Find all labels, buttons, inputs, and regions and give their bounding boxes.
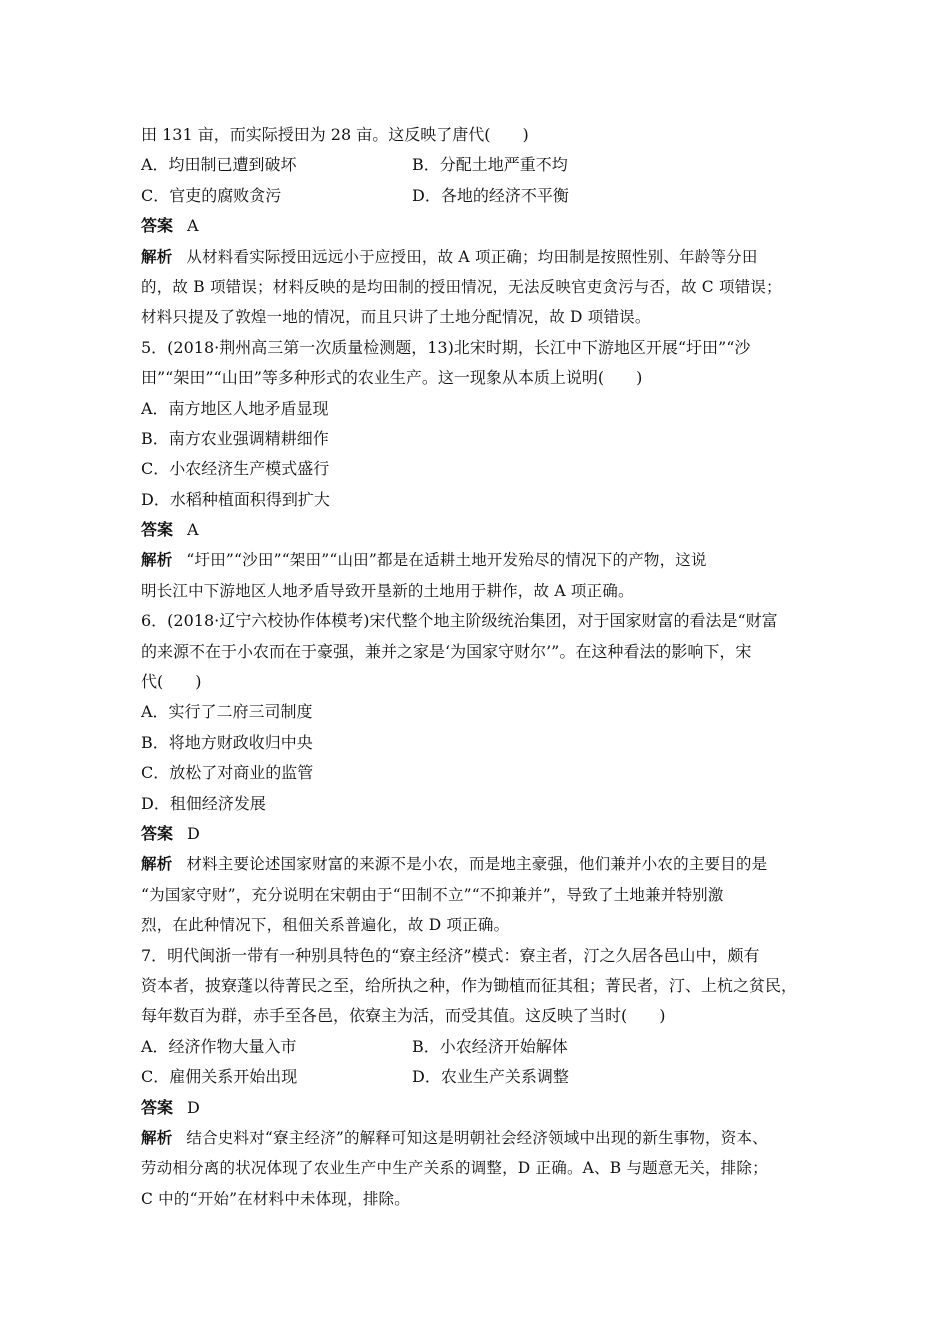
answer-value: D xyxy=(187,1097,200,1117)
answer-value: A xyxy=(187,520,199,540)
q5-option-d: D．水稻种植面积得到扩大 xyxy=(141,489,330,509)
q6-stem-line-2: 的来源不在于小农而在于豪强，兼并之家是‘为国家守财尔’”。在这种看法的影响下，宋 xyxy=(141,641,752,661)
q6-option-c: C．放松了对商业的监管 xyxy=(141,763,314,783)
q5-stem-line-2: 田”“架田”“山田”等多种形式的农业生产。这一现象从本质上说明( ) xyxy=(141,368,643,388)
q4-answer xyxy=(141,211,821,241)
document-page xyxy=(141,120,821,1214)
answer-value: D xyxy=(187,823,200,843)
q6-stem-line-3: 代( ) xyxy=(141,672,202,692)
q7-stem-line-3: 每年数百为群，赤手至各邑，依寮主为活，而受其值。这反映了当时( ) xyxy=(141,1006,666,1026)
explanation-label: 解析 xyxy=(141,854,173,874)
q6-option-a: A．实行了二府三司制度 xyxy=(141,702,313,722)
q4-explanation-line-3: 材料只提及了敦煌一地的情况，而且只讲了土地分配情况，故 D 项错误。 xyxy=(141,308,651,327)
q7-answer xyxy=(141,1093,821,1123)
q7-explanation-line-2: 劳动相分离的状况体现了农业生产中生产关系的调整，D 正确。A、B 与题意无关，排除； xyxy=(141,1159,768,1178)
q7-stem-line-1: 7．明代闽浙一带有一种别具特色的“寮主经济”模式：寮主者，汀之久居各邑山中，颇有 xyxy=(141,945,760,965)
answer-value: A xyxy=(187,216,199,236)
q4-options-row-1 xyxy=(141,150,821,180)
q7-option-a: A．经济作物大量入市 xyxy=(141,1036,297,1056)
explanation-label: 解析 xyxy=(141,246,173,266)
q4-explanation-line-2: 的，故 B 项错误；材料反映的是均田制的授田情况，无法反映官吏贪污与否，故 C 项错误； xyxy=(141,277,782,296)
q4-options-row-2 xyxy=(141,181,821,211)
q7-option-d: D．农业生产关系调整 xyxy=(412,1067,569,1087)
q6-explanation-line-3: 烈，在此种情况下，租佃关系普遍化，故 D 项正确。 xyxy=(141,916,510,935)
q7-stem-line-2: 资本者，披寮蓬以待菁民之至，给所执之种，作为锄植而征其租；菁民者，汀、上杭之贫民， xyxy=(141,975,798,995)
q6-explanation-line-1 xyxy=(141,849,821,879)
q7-option-c: C．雇佣关系开始出现 xyxy=(141,1067,298,1087)
explanation-text: “圩田”“沙田”“架田”“山田”都是在适耕土地开发殆尽的情况下的产物，这说 xyxy=(186,551,707,570)
q7-option-b: B．小农经济开始解体 xyxy=(412,1036,568,1056)
explanation-text: 材料主要论述国家财富的来源不是小农，而是地主豪强，他们兼并小农的主要目的是 xyxy=(186,855,768,874)
explanation-label: 解析 xyxy=(141,550,173,570)
answer-label: 答案 xyxy=(141,216,174,236)
q4-explanation-line-1 xyxy=(141,242,821,272)
q6-option-d: D．租佃经济发展 xyxy=(141,793,266,813)
q5-answer xyxy=(141,515,821,545)
q7-explanation-line-1 xyxy=(141,1123,821,1153)
q4-option-b: B．分配土地严重不均 xyxy=(412,155,568,175)
answer-label: 答案 xyxy=(141,823,174,843)
q4-stem-tail: 田 131 亩，而实际授田为 28 亩。这反映了唐代( ) xyxy=(141,125,529,144)
q5-explanation-line-1 xyxy=(141,545,821,575)
explanation-label: 解析 xyxy=(141,1127,173,1147)
answer-label: 答案 xyxy=(141,1097,174,1117)
q4-option-d: D．各地的经济不平衡 xyxy=(412,185,569,205)
q5-option-b: B．南方农业强调精耕细作 xyxy=(141,428,329,448)
explanation-text: 结合史料对“寮主经济”的解释可知这是明朝社会经济领域中出现的新生事物，资本、 xyxy=(186,1128,768,1147)
q7-options-row-1 xyxy=(141,1032,821,1062)
q6-answer xyxy=(141,819,821,849)
explanation-text: 从材料看实际授田远远小于应授田，故 A 项正确；均田制是按照性别、年龄等分田 xyxy=(186,247,758,266)
q7-explanation-line-3: C 中的“开始”在材料中未体现，排除。 xyxy=(141,1189,410,1208)
q4-option-c: C．官吏的腐败贪污 xyxy=(141,185,282,205)
q5-option-c: C．小农经济生产模式盛行 xyxy=(141,459,330,479)
q5-option-a: A．南方地区人地矛盾显现 xyxy=(141,398,329,418)
q5-stem-line-1: 5．(2018·荆州高三第一次质量检测题，13)北宋时期，长江中下游地区开展“圩田”“沙 xyxy=(141,337,751,357)
q5-explanation-line-2: 明长江中下游地区人地矛盾导致开垦新的土地用于耕作，故 A 项正确。 xyxy=(141,581,634,600)
q4-option-a: A．均田制已遭到破坏 xyxy=(141,155,297,175)
answer-label: 答案 xyxy=(141,520,174,540)
q7-options-row-2 xyxy=(141,1062,821,1092)
q6-option-b: B．将地方财政收归中央 xyxy=(141,732,313,752)
q6-stem-line-1: 6．(2018·辽宁六校协作体模考)宋代整个地主阶级统治集团，对于国家财富的看法是“财富 xyxy=(141,611,778,631)
q6-explanation-line-2: “为国家守财”，充分说明在宋朝由于“田制不立”“不抑兼并”，导致了土地兼并特别激 xyxy=(141,885,724,904)
